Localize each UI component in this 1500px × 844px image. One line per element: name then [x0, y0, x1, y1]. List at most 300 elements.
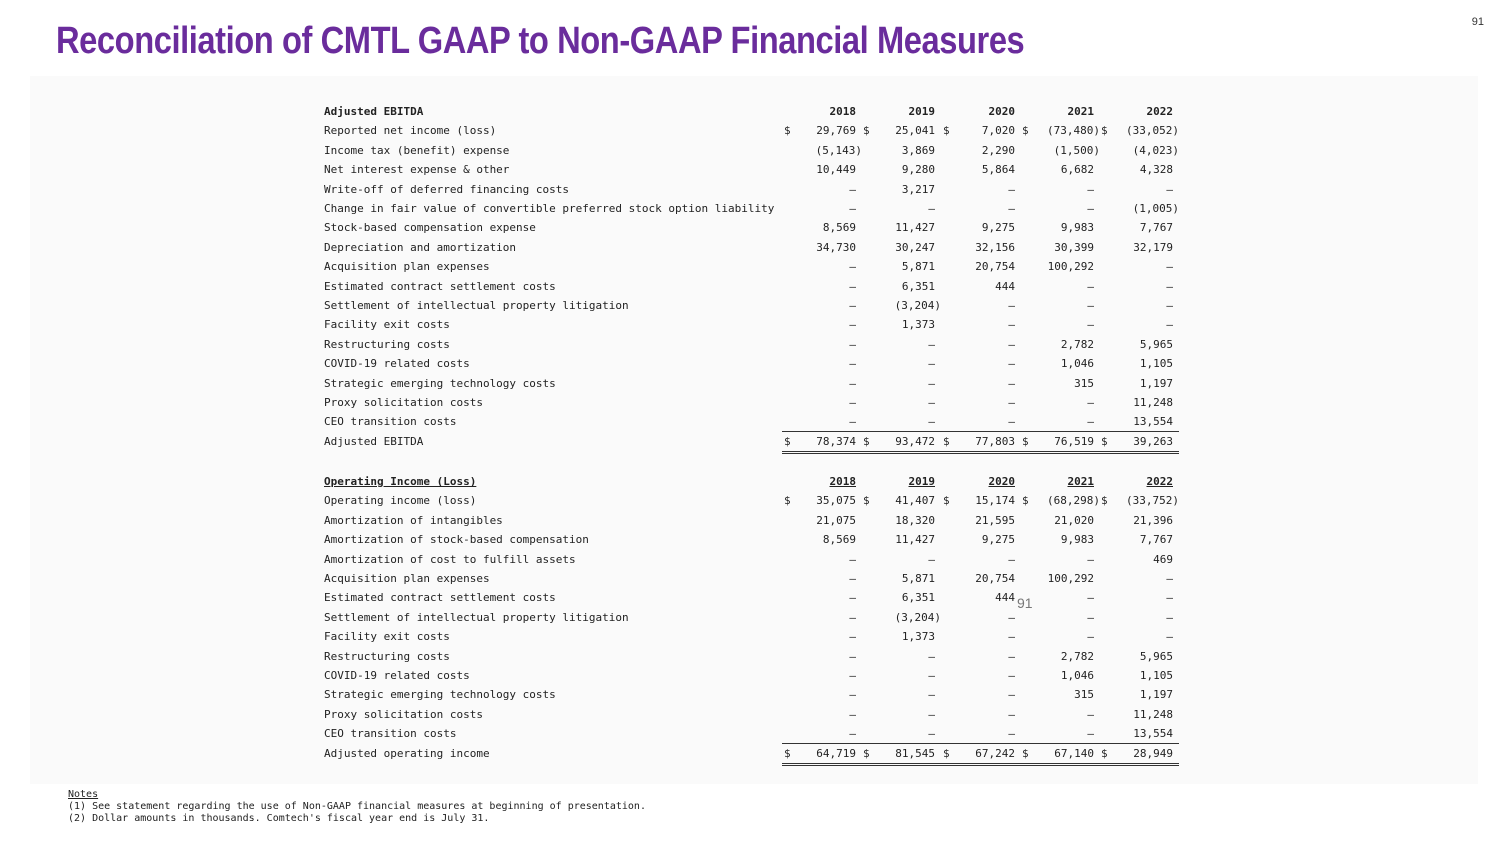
value: – [849, 299, 856, 312]
value-cell [1020, 335, 1100, 354]
value-cell [1020, 141, 1100, 160]
row-label: Write-off of deferred financing costs [324, 182, 570, 196]
value-cell [782, 315, 862, 334]
value-cell [782, 608, 862, 627]
value: 32,156 [975, 240, 1015, 254]
value: 7,767 [1139, 221, 1173, 235]
value-cell [861, 102, 941, 121]
value-cell [782, 472, 862, 491]
value: – [928, 202, 935, 215]
value-cell [941, 354, 1021, 373]
year-header: 2020 [988, 475, 1015, 488]
value-cell [782, 374, 862, 393]
value-cell [1099, 335, 1179, 354]
value: – [849, 260, 856, 274]
dollar-sign: $ [784, 124, 791, 138]
value: – [928, 376, 935, 390]
value: 20,754 [975, 260, 1015, 274]
value: – [1008, 318, 1015, 332]
value: (5,143) [815, 143, 862, 157]
value: – [1166, 610, 1173, 624]
value: 30,399 [1054, 240, 1094, 254]
value: 315 [1074, 688, 1094, 702]
value-cell [1020, 685, 1100, 704]
value: 444 [995, 279, 1015, 293]
year-header: 2022 [1146, 475, 1173, 488]
value: – [849, 649, 856, 663]
value-cell [941, 627, 1021, 646]
value: 5,871 [901, 260, 935, 274]
value-cell [782, 724, 862, 744]
value-cell [1099, 530, 1179, 549]
value: (33,752) [1126, 494, 1179, 508]
value: – [849, 630, 856, 644]
value-cell [861, 491, 941, 510]
value: – [1087, 727, 1094, 741]
value: 7,767 [1139, 533, 1173, 547]
year-header: 2021 [1067, 475, 1094, 488]
value-cell [941, 608, 1021, 627]
value: – [1087, 630, 1094, 644]
row-label: Proxy solicitation costs [324, 396, 483, 409]
value-cell [1020, 238, 1100, 257]
value: (3,204) [894, 610, 941, 624]
value-cell [861, 335, 941, 354]
value-cell [941, 511, 1021, 530]
value: – [849, 669, 856, 682]
value: – [1087, 610, 1094, 624]
value: – [849, 318, 856, 332]
value-cell [1099, 705, 1179, 724]
value: 15,174 [975, 494, 1015, 508]
value-cell [1020, 647, 1100, 666]
value: 9,280 [901, 163, 935, 177]
row-label: Settlement of intellectual property litigation [324, 610, 629, 624]
value-cell [1099, 354, 1179, 373]
value-cell [782, 627, 862, 646]
value-cell [861, 666, 941, 685]
value-cell [941, 218, 1021, 237]
value: – [1008, 688, 1015, 702]
dollar-sign: $ [1022, 746, 1029, 760]
value-cell [782, 180, 862, 199]
value: – [849, 337, 856, 351]
value-cell [782, 744, 862, 766]
value: 21,595 [975, 513, 1015, 527]
value: 5,965 [1139, 337, 1173, 351]
value: 6,682 [1060, 163, 1094, 177]
row-label: Change in fair value of convertible preferred stock option liability [324, 202, 775, 215]
value: 469 [1153, 552, 1173, 566]
value: – [1008, 396, 1015, 409]
year-header: 2018 [829, 105, 856, 118]
row-label: Proxy solicitation costs [324, 707, 483, 721]
value-cell [861, 432, 941, 454]
value-cell [1020, 180, 1100, 199]
value: – [928, 337, 935, 351]
row-label: Restructuring costs [324, 649, 450, 663]
value-cell [861, 412, 941, 432]
value-cell [782, 121, 862, 140]
value: 32,179 [1133, 240, 1173, 254]
value: 78,374 [816, 434, 856, 448]
value-cell [1099, 102, 1179, 121]
value-cell [1099, 744, 1179, 766]
value-cell [782, 491, 862, 510]
value-cell [941, 412, 1021, 432]
value-cell [861, 393, 941, 412]
value-cell [941, 705, 1021, 724]
dollar-sign: $ [1022, 434, 1029, 448]
value: – [1008, 376, 1015, 390]
value-cell [782, 102, 862, 121]
value-cell [1020, 627, 1100, 646]
value-cell [1099, 491, 1179, 510]
row-label: Acquisition plan expenses [324, 260, 490, 274]
value-cell [861, 608, 941, 627]
value-cell [782, 511, 862, 530]
value-cell [782, 354, 862, 373]
row-label: Facility exit costs [324, 630, 450, 644]
row-label: Amortization of intangibles [324, 513, 503, 527]
value-cell [1099, 685, 1179, 704]
value-cell [861, 257, 941, 276]
row-label: Restructuring costs [324, 337, 450, 351]
value: – [1166, 260, 1173, 274]
value: 3,217 [901, 182, 935, 196]
value: 8,569 [822, 221, 856, 235]
value: – [1087, 299, 1094, 312]
value: – [928, 396, 935, 409]
dollar-sign: $ [784, 434, 791, 448]
value: 30,247 [895, 240, 935, 254]
value: 13,554 [1133, 415, 1173, 429]
value: (68,298) [1047, 494, 1100, 508]
row-label: Depreciation and amortization [324, 240, 517, 254]
value: – [1008, 649, 1015, 663]
value: – [1008, 299, 1015, 312]
value-cell [1099, 180, 1179, 199]
value-cell [782, 550, 862, 569]
value-cell [1020, 666, 1100, 685]
value-cell [941, 588, 1021, 607]
value: 1,373 [901, 318, 935, 332]
row-label: COVID-19 related costs [324, 357, 470, 371]
value-cell [941, 374, 1021, 393]
dollar-sign: $ [863, 434, 870, 448]
value: 11,248 [1133, 396, 1173, 409]
value-cell [1020, 354, 1100, 373]
value: – [849, 376, 856, 390]
value: 39,263 [1133, 434, 1173, 448]
value: 64,719 [816, 746, 856, 760]
value-cell [861, 160, 941, 179]
table-panel [30, 76, 1478, 784]
value: 2,782 [1060, 649, 1094, 663]
dollar-sign: $ [1101, 124, 1108, 138]
value-cell [1099, 160, 1179, 179]
value: 315 [1074, 376, 1094, 390]
dollar-sign: $ [1101, 494, 1108, 508]
value: 67,242 [975, 746, 1015, 760]
value-cell [782, 666, 862, 685]
value: 2,782 [1060, 337, 1094, 351]
year-header: 2020 [988, 105, 1015, 118]
value: – [849, 727, 856, 741]
value-cell [861, 121, 941, 140]
value: 41,407 [895, 494, 935, 508]
page-number: 91 [1471, 16, 1484, 28]
value-cell [1020, 550, 1100, 569]
value: (1,005) [1132, 202, 1179, 215]
value-cell [1020, 472, 1100, 491]
value: 3,869 [901, 143, 935, 157]
value: – [849, 279, 856, 293]
value: – [849, 707, 856, 721]
dollar-sign: $ [943, 746, 950, 760]
value-cell [1020, 705, 1100, 724]
value-cell [941, 199, 1021, 218]
note-item: (1) See statement regarding the use of Non-GAAP financial measures at beginning of presentation. [68, 801, 646, 812]
dollar-sign: $ [943, 434, 950, 448]
value-cell [1099, 374, 1179, 393]
value: (33,052) [1126, 124, 1179, 138]
value-cell [861, 354, 941, 373]
dollar-sign: $ [943, 494, 950, 508]
value-cell [1099, 141, 1179, 160]
dollar-sign: $ [943, 124, 950, 138]
value: – [1087, 591, 1094, 605]
value: 1,105 [1139, 357, 1173, 371]
value: 18,320 [895, 513, 935, 527]
value: 2,290 [981, 143, 1015, 157]
value-cell [941, 296, 1021, 315]
value-cell [941, 685, 1021, 704]
value: 21,075 [816, 513, 856, 527]
row-label: Estimated contract settlement costs [324, 591, 556, 605]
value: – [1008, 630, 1015, 644]
value-cell [1020, 199, 1100, 218]
dollar-sign: $ [1101, 434, 1108, 448]
value-cell [782, 160, 862, 179]
value-cell [1099, 393, 1179, 412]
row-label: Adjusted EBITDA [324, 105, 424, 118]
value-cell [861, 315, 941, 334]
year-header: 2022 [1146, 105, 1173, 118]
value-cell [1020, 744, 1100, 766]
value-cell [782, 412, 862, 432]
value-cell [782, 277, 862, 296]
value: – [928, 707, 935, 721]
value-cell [861, 199, 941, 218]
dollar-sign: $ [863, 124, 870, 138]
value-cell [1020, 569, 1100, 588]
value-cell [782, 141, 862, 160]
row-label: Operating income (loss) [324, 494, 477, 508]
value: – [1166, 630, 1173, 644]
value: (4,023) [1132, 143, 1179, 157]
value-cell [1099, 647, 1179, 666]
value-cell [1099, 588, 1179, 607]
value: – [849, 396, 856, 409]
value-cell [1020, 102, 1100, 121]
value: – [1008, 415, 1015, 429]
value: 4,328 [1139, 163, 1173, 177]
value: 1,046 [1060, 669, 1094, 682]
value-cell [861, 588, 941, 607]
value-cell [941, 121, 1021, 140]
row-label: Facility exit costs [324, 318, 450, 332]
dollar-sign: $ [863, 746, 870, 760]
value: (3,204) [894, 299, 941, 312]
value-cell [782, 335, 862, 354]
value: – [1087, 552, 1094, 566]
dollar-sign: $ [863, 494, 870, 508]
dollar-sign: $ [784, 494, 791, 508]
value-cell [861, 296, 941, 315]
value-cell [941, 257, 1021, 276]
value: 28,949 [1133, 746, 1173, 760]
value-cell [1099, 472, 1179, 491]
dollar-sign: $ [1022, 494, 1029, 508]
value: – [1008, 610, 1015, 624]
row-label: Reported net income (loss) [324, 124, 497, 138]
value: 1,105 [1139, 669, 1173, 682]
row-label: Amortization of stock-based compensation [324, 533, 589, 547]
value: 100,292 [1047, 572, 1094, 585]
value-cell [941, 550, 1021, 569]
value: 13,554 [1133, 727, 1173, 741]
slide-title: Reconciliation of CMTL GAAP to Non-GAAP Financial Measures [56, 20, 1025, 62]
value: 20,754 [975, 572, 1015, 585]
value-cell [1099, 412, 1179, 432]
value-cell [1099, 257, 1179, 276]
value-cell [1020, 491, 1100, 510]
value-cell [861, 472, 941, 491]
value-cell [1099, 277, 1179, 296]
value: (1,500) [1053, 143, 1100, 157]
value-cell [782, 296, 862, 315]
value: – [849, 202, 856, 215]
value: – [849, 610, 856, 624]
value: – [1166, 572, 1173, 585]
dollar-sign: $ [1101, 746, 1108, 760]
value: 5,871 [901, 572, 935, 585]
value: – [849, 688, 856, 702]
value: – [1087, 182, 1094, 196]
value: – [928, 669, 935, 682]
value: – [849, 591, 856, 605]
value-cell [941, 744, 1021, 766]
value-cell [782, 685, 862, 704]
value: 9,983 [1060, 533, 1094, 547]
row-label: CEO transition costs [324, 727, 457, 741]
value-cell [941, 432, 1021, 454]
value: 7,020 [981, 124, 1015, 138]
value-cell [782, 238, 862, 257]
value-cell [941, 472, 1021, 491]
value-cell [1099, 627, 1179, 646]
value-cell [1099, 296, 1179, 315]
value-cell [941, 666, 1021, 685]
value: 10,449 [816, 163, 856, 177]
value-cell [861, 180, 941, 199]
value-cell [941, 180, 1021, 199]
value-cell [782, 393, 862, 412]
dollar-sign: $ [1022, 124, 1029, 138]
row-label: Operating Income (Loss) [324, 475, 477, 488]
year-header: 2019 [908, 475, 935, 488]
value-cell [941, 335, 1021, 354]
value-cell [1020, 432, 1100, 454]
value: 11,427 [895, 533, 935, 547]
value: – [1008, 727, 1015, 741]
page-number-overlay: 91 [1017, 595, 1033, 611]
value: – [1008, 669, 1015, 682]
row-label: Adjusted operating income [324, 746, 490, 760]
value: – [1087, 279, 1094, 293]
value-cell [1020, 724, 1100, 744]
value: 34,730 [816, 240, 856, 254]
value-cell [861, 685, 941, 704]
value-cell [782, 705, 862, 724]
value-cell [861, 218, 941, 237]
notes [68, 789, 646, 825]
value-cell [1020, 218, 1100, 237]
value-cell [1099, 218, 1179, 237]
value: – [1008, 337, 1015, 351]
row-label: Strategic emerging technology costs [324, 688, 556, 702]
value-cell [861, 277, 941, 296]
value: 35,075 [816, 494, 856, 508]
value: 21,396 [1133, 513, 1173, 527]
value-cell [1099, 666, 1179, 685]
value: 1,046 [1060, 357, 1094, 371]
year-header: 2021 [1067, 105, 1094, 118]
value-cell [1099, 199, 1179, 218]
value-cell [941, 393, 1021, 412]
value: 6,351 [901, 279, 935, 293]
value: – [1087, 202, 1094, 215]
value-cell [1099, 121, 1179, 140]
value: 6,351 [901, 591, 935, 605]
value: – [928, 688, 935, 702]
value-cell [782, 588, 862, 607]
value: – [1008, 707, 1015, 721]
value-cell [1099, 724, 1179, 744]
year-header: 2019 [908, 105, 935, 118]
value: 25,041 [895, 124, 935, 138]
row-label: Amortization of cost to fulfill assets [324, 552, 576, 566]
row-label: CEO transition costs [324, 415, 457, 429]
value-cell [782, 257, 862, 276]
value: – [1087, 396, 1094, 409]
value-cell [861, 374, 941, 393]
value: 9,983 [1060, 221, 1094, 235]
value-cell [861, 511, 941, 530]
value-cell [861, 569, 941, 588]
value-cell [861, 744, 941, 766]
value: (73,480) [1047, 124, 1100, 138]
row-label: Net interest expense & other [324, 163, 510, 177]
value-cell [782, 647, 862, 666]
value: 29,769 [816, 124, 856, 138]
value: – [1166, 318, 1173, 332]
value-cell [1099, 315, 1179, 334]
value-cell [941, 491, 1021, 510]
value-cell [941, 647, 1021, 666]
value: – [1087, 707, 1094, 721]
